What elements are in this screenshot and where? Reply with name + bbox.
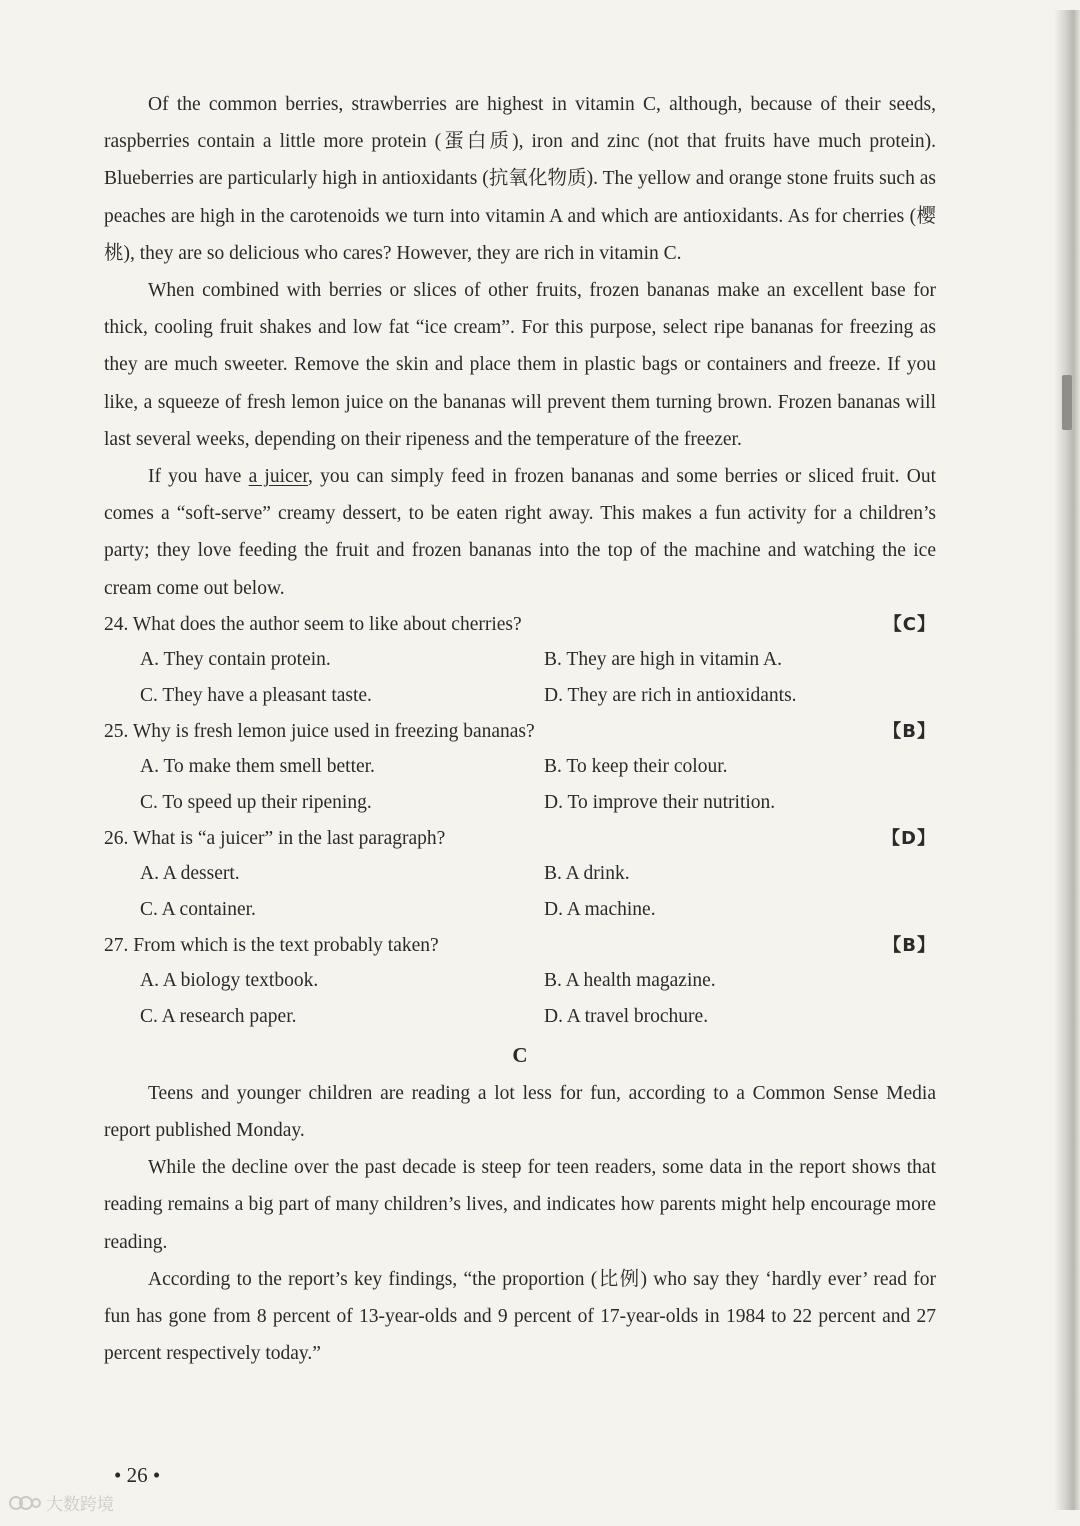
option-c: C. A research paper. [140,1005,297,1027]
option-d: D. A machine. [544,898,656,920]
question-text: 25. Why is fresh lemon juice used in freezing bananas? [104,720,535,742]
para3-after: , you can simply feed in frozen bananas and some berries or sliced fruit. Out comes a “soft-serve” creamy dessert, to be eaten right away. This makes a fun activity for a children’s party; they love feeding the fruit and frozen bananas into the top of the machine and watching the ice cream come out below. [104,466,936,599]
option-d: D. A travel brochure. [544,1005,709,1027]
underlined-term: a juicer [248,466,309,488]
question-text: 26. What is “a juicer” in the last paragraph? [104,827,446,849]
option-c: C. They have a pleasant taste. [140,684,372,706]
option-b: B. To keep their colour. [544,755,728,777]
passage-paragraph-2: When combined with berries or slices of other fruits, frozen bananas make an excellent base for thick, cooling fruit shakes and low fat “ice cream”. For this purpose, select ripe bananas for freezing as they are much sweeter. Remove the skin and place them in plastic bags or containers and freeze. If you like, a squeeze of fresh lemon juice on the bananas will prevent them turning brown. Frozen bananas will last several weeks, depending on their ripeness and the temperature of the freezer. [104,280,936,450]
question-26 [104,821,936,928]
section-heading: C [512,1042,528,1067]
option-a: A. They contain protein. [140,648,331,670]
question-stem [104,928,936,963]
page-content [104,86,936,1372]
option-a: A. A biology textbook. [140,969,319,991]
answer-key: 【D】 [882,827,936,849]
passage-paragraph-3 [104,458,936,607]
option-b: B. A drink. [544,862,630,884]
question-24 [104,607,936,714]
section-c-paragraph-1: Teens and younger children are reading a lot less for fun, according to a Common Sense Media report published Monday. [104,1082,936,1142]
para3-before: If you have [148,466,249,488]
question-text: 27. From which is the text probably taken? [104,934,439,956]
answer-key: 【B】 [883,720,936,742]
question-stem [104,714,936,749]
question-25 [104,714,936,821]
option-d: D. They are rich in antioxidants. [544,684,797,706]
option-a: A. To make them smell better. [140,755,375,777]
option-c: C. To speed up their ripening. [140,791,372,813]
option-d: D. To improve their nutrition. [544,791,776,813]
answer-key: 【C】 [883,613,936,635]
watermark [8,1490,114,1515]
section-c-paragraph-2: While the decline over the past decade is steep for teen readers, some data in the report shows that reading remains a big part of many children’s lives, and indicates how parents might help encourage more reading. [104,1157,936,1253]
watermark-logo-icon [8,1494,42,1512]
options [140,642,936,714]
options [140,856,936,928]
options [140,963,936,1035]
option-b: B. A health magazine. [544,969,716,991]
question-text: 24. What does the author seem to like about cherries? [104,613,522,635]
page-edge [1054,10,1080,1510]
page-number: • 26 • [114,1463,161,1487]
passage-paragraph-1: Of the common berries, strawberries are highest in vitamin C, although, because of their seeds, raspberries contain a little more protein (蛋白质), iron and zinc (not that fruits have much protein). Blueberries are particularly high in antioxidants (抗氧化物质). The yellow and orange stone fruits such as peaches are high in the carotenoids we turn into vitamin A and which are antioxidants. As for cherries (樱桃), they are so delicious who cares? However, they are rich in vitamin C. [104,94,936,264]
option-a: A. A dessert. [140,862,240,884]
section-c-paragraph-3: According to the report’s key findings, “the proportion (比例) who say they ‘hardly ever’ read for fun has gone from 8 percent of 13-year-olds and 9 percent of 17-year-olds in 1984 to 22 percent and 27 percent respectively today.” [104,1268,936,1365]
options [140,749,936,821]
option-c: C. A container. [140,898,256,920]
answer-key: 【B】 [883,934,936,956]
edge-tab [1062,375,1072,430]
watermark-text: 大数跨境 [46,1495,114,1515]
question-27 [104,928,936,1035]
question-stem [104,821,936,856]
question-stem [104,607,936,642]
option-b: B. They are high in vitamin A. [544,648,782,670]
